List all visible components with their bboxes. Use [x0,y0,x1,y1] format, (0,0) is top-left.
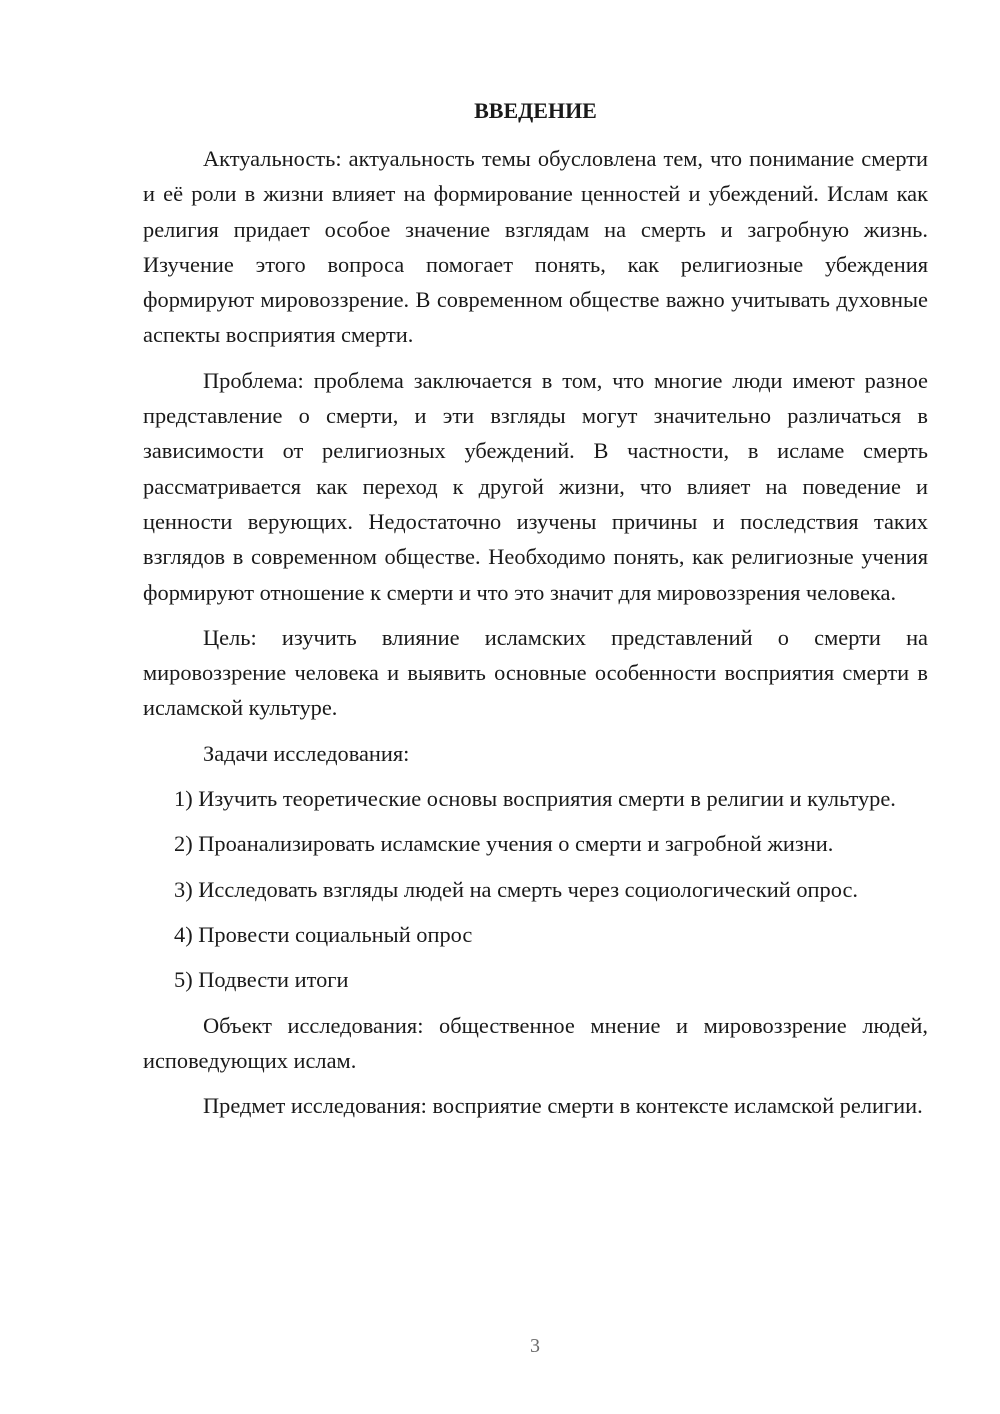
page-number: 3 [530,1335,540,1357]
subject-paragraph: Предмет исследования: восприятие смерти в контексте исламской религии. [203,1093,923,1119]
tasks-heading: Задачи исследования: [203,740,410,766]
task-item: 5) Подвести итоги [174,967,349,993]
task-item: 2) Проанализировать исламские учения о смерти и загробной жизни. [174,831,834,857]
document-body [143,141,928,1123]
task-item: 3) Исследовать взгляды людей на смерть через социологический опрос. [174,876,859,902]
task-item: 4) Провести социальный опрос [174,921,473,947]
section-title: ВВЕДЕНИЕ [474,98,597,123]
relevance-paragraph: Актуальность: актуальность темы обусловлена тем, что понимание смерти и её роли в жизни влияет на формирование ценностей и убеждений. Ислам как религия придает особое значение взглядам на смерть и загробную жизнь. Изучение этого вопроса помогает понять, как религиозные убеждения формируют мировоззрение. В современном обществе важно учитывать духовные аспекты восприятия смерти. [143,146,928,348]
task-item: 1) Изучить теоретические основы восприятия смерти в религии и культуре. [174,786,896,812]
object-paragraph: Объект исследования: общественное мнение и мировоззрение людей, исповедующих ислам. [143,1012,928,1073]
problem-paragraph: Проблема: проблема заключается в том, что многие люди имеют разное представление о смерти, и эти взгляды могут значительно различаться в зависимости от религиозных убеждений. В частности, в исламе смерть рассматривается как переход к другой жизни, что влияет на поведение и ценности верующих. Недостаточно изучены причины и последствия таких взглядов в современном обществе. Необходимо понять, как религиозные учения формируют отношение к смерти и что это значит для мировоззрения человека. [143,367,928,605]
goal-paragraph: Цель: изучить влияние исламских представлений о смерти на мировоззрение человека и выявить основные особенности восприятия смерти в исламской культуре. [143,624,928,721]
